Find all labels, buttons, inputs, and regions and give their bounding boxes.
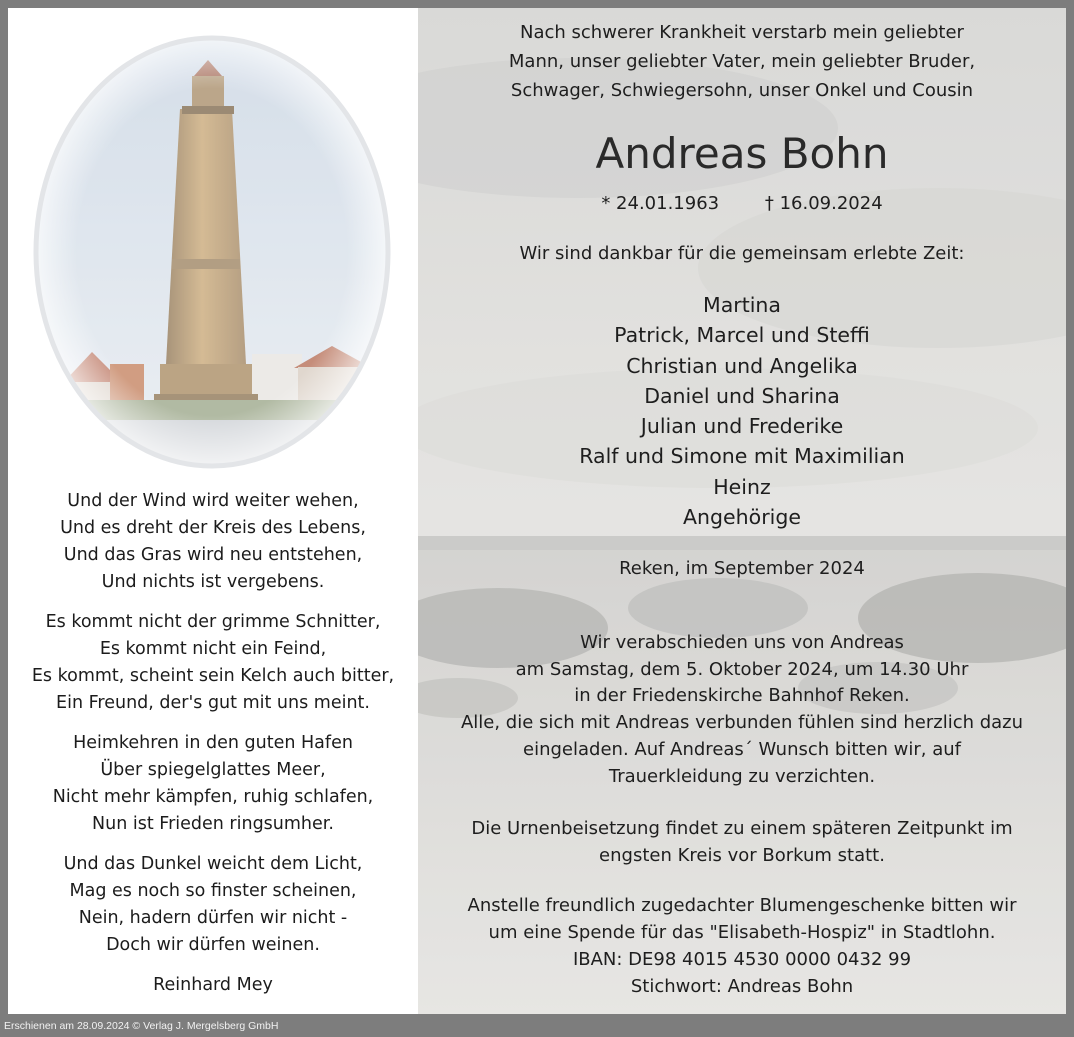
urn-burial-text: [418, 815, 1066, 869]
intro-line: Nach schwerer Krankheit verstarb mein geliebter: [520, 22, 964, 43]
family-member: Daniel und Sharina: [644, 383, 840, 408]
poem: [8, 488, 418, 999]
poem-line: Und das Dunkel weicht dem Licht,: [63, 854, 363, 874]
donation-line: um eine Spende für das "Elisabeth-Hospiz" in Stadtlohn.: [488, 922, 996, 943]
thanks-line: Wir sind dankbar für die gemeinsam erlebte Zeit:: [519, 243, 965, 264]
life-dates: [418, 190, 1066, 218]
poem-stanza: [8, 488, 418, 596]
donation-text: [418, 892, 1066, 1000]
donation-line: Anstelle freundlich zugedachter Blumengeschenke bitten wir: [467, 895, 1017, 916]
family-member: Angehörige: [683, 505, 801, 530]
lighthouse-photo: [32, 34, 392, 470]
family-member: Ralf und Simone mit Maximilian: [579, 444, 905, 469]
deceased-name: Andreas Bohn: [595, 129, 889, 178]
farewell-text: [418, 630, 1066, 790]
family-member: Heinz: [713, 474, 771, 499]
poem-line: Und nichts ist vergebens.: [101, 572, 325, 592]
poem-line: Über spiegelglattes Meer,: [100, 760, 326, 780]
farewell-line: Trauerkleidung zu verzichten.: [608, 765, 876, 787]
farewell-line: in der Friedenskirche Bahnhof Reken.: [574, 685, 910, 707]
intro-text: [418, 18, 1066, 105]
intro-line: Mann, unser geliebter Vater, mein geliebter Bruder,: [508, 51, 976, 72]
farewell-line: Alle, die sich mit Andreas verbunden fühlen sind herzlich dazu: [460, 712, 1024, 734]
death-date: † 16.09.2024: [764, 193, 883, 214]
poem-line: Und das Gras wird neu entstehen,: [63, 545, 363, 565]
poem-line: Es kommt nicht ein Feind,: [99, 639, 327, 659]
poem-line: Nun ist Frieden ringsumher.: [92, 814, 334, 834]
poem-line: Nein, hadern dürfen wir nicht -: [78, 908, 348, 928]
poem-stanza: [8, 609, 418, 717]
poem-stanza: [8, 851, 418, 959]
right-column: [418, 8, 1066, 1014]
poem-line: Und es dreht der Kreis des Lebens,: [60, 518, 366, 538]
family-member: Martina: [703, 293, 781, 317]
urn-line: engsten Kreis vor Borkum statt.: [599, 845, 885, 866]
poem-line: Nicht mehr kämpfen, ruhig schlafen,: [52, 787, 374, 807]
left-column: [8, 8, 418, 1014]
intro-line: Schwager, Schwiegersohn, unser Onkel und Cousin: [510, 80, 974, 101]
poem-line: Mag es noch so finster scheinen,: [69, 881, 357, 901]
obituary-card: [8, 8, 1066, 1014]
poem-line: Ein Freund, der's gut mit uns meint.: [56, 693, 370, 713]
poem-line: Und der Wind wird weiter wehen,: [67, 491, 359, 511]
poem-stanza: [8, 730, 418, 838]
urn-line: Die Urnenbeisetzung findet zu einem späteren Zeitpunkt im: [471, 818, 1013, 839]
farewell-line: am Samstag, dem 5. Oktober 2024, um 14.30 Uhr: [515, 658, 969, 680]
iban-line: IBAN: DE98 4015 4530 0000 0432 99: [572, 949, 912, 970]
poem-line: Doch wir dürfen weinen.: [106, 935, 320, 955]
family-member: Patrick, Marcel und Steffi: [614, 323, 870, 348]
poem-line: Heimkehren in den guten Hafen: [73, 733, 353, 753]
birth-date: * 24.01.1963: [601, 193, 720, 214]
poem-line: Es kommt nicht der grimme Schnitter,: [45, 612, 381, 632]
poem-author: Reinhard Mey: [153, 975, 273, 995]
place-date: Reken, im September 2024: [619, 558, 865, 579]
publication-footer: Erschienen am 28.09.2024 © Verlag J. Mergelsberg GmbH: [4, 1020, 279, 1032]
farewell-line: eingeladen. Auf Andreas´ Wunsch bitten wir, auf: [523, 738, 961, 760]
farewell-line: Wir verabschieden uns von Andreas: [580, 632, 904, 653]
family-list: [418, 290, 1066, 532]
keyword-line: Stichwort: Andreas Bohn: [630, 976, 854, 997]
poem-line: Es kommt, scheint sein Kelch auch bitter,: [31, 666, 395, 686]
family-member: Julian und Frederike: [640, 414, 844, 439]
family-member: Christian und Angelika: [626, 353, 858, 378]
